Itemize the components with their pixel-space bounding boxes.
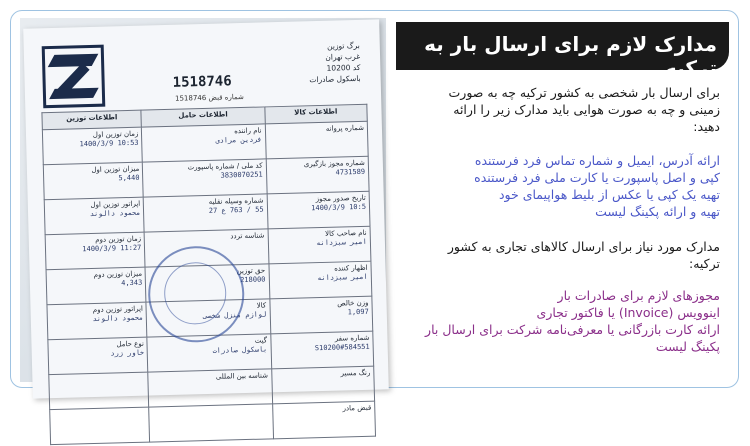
receipt-cell-value: 10:53 1400/3/9 — [79, 138, 139, 149]
receipt-cell — [268, 226, 371, 264]
receipt-cell — [48, 337, 148, 375]
personal-docs-list — [410, 152, 720, 220]
receipt-cell-value — [153, 406, 269, 409]
receipt-cell-value: 218000 — [240, 275, 266, 285]
receipt-cell-label: زمان توزین دوم — [95, 234, 142, 244]
receipt-cell-label: نام راننده — [234, 126, 262, 136]
receipt-cell-label: حق توزین — [236, 266, 266, 276]
title-banner — [396, 22, 729, 80]
receipt-cell-label: اظهار کننده — [334, 263, 368, 273]
receipt-cell-value: 5,440 — [118, 173, 140, 183]
company-line: کد 10200 — [326, 62, 361, 73]
intro-paragraph — [410, 84, 720, 135]
receipt-cell-value: 10:5 1400/3/9 — [311, 202, 367, 213]
list-item: اینوویس (Invoice) یا فاکتور تجاری — [536, 305, 720, 320]
commercial-docs-list — [410, 287, 720, 355]
receipt-cell — [143, 159, 267, 197]
weighing-receipt — [23, 19, 389, 413]
receipt-cell-value — [269, 133, 364, 135]
receipt-cell — [45, 232, 145, 270]
receipt-cell-label: رنگ مسیر — [340, 368, 371, 378]
receipt-cell-value: S10200#584551 — [314, 342, 370, 353]
receipt-cell-value: خاور زرد — [110, 348, 145, 358]
receipt-cell-value: محمود دالوند — [89, 208, 141, 219]
receipt-cell-label: گیت — [254, 336, 268, 345]
receipt-header-cell: اطلاعات حامل — [141, 107, 265, 127]
receipt-cell-label: شماره سفر — [334, 333, 370, 343]
list-item: مجوزهای لازم برای صادرات بار — [557, 288, 720, 303]
company-line: غرب تهران — [325, 51, 361, 62]
receipt-cell — [47, 302, 147, 340]
receipt-cell-value: امیر سبزدانه — [316, 237, 368, 248]
receipt-cell-label: قبض مادر — [342, 403, 372, 413]
list-item: تهیه و ارائه پکینگ لیست — [595, 204, 720, 219]
receipt-cell — [144, 194, 268, 232]
receipt-cell — [267, 191, 370, 229]
receipt-cell-label: میزان توزین دوم — [93, 269, 143, 279]
receipt-cell — [271, 366, 374, 404]
receipt-cell-value: 4731589 — [335, 167, 366, 177]
receipt-sub-number: شماره قبض 1518746 — [174, 92, 244, 103]
receipt-cell — [50, 407, 150, 445]
page-title: مدارک لازم برای ارسال بار به ترکیه — [424, 32, 717, 80]
receipt-cell — [49, 372, 149, 410]
company-info — [250, 40, 361, 87]
receipt-cell-label: نوع حامل — [116, 339, 144, 349]
receipt-cell — [270, 331, 373, 369]
receipt-cell-value — [152, 380, 268, 383]
receipt-cell-label: کالا — [256, 301, 267, 310]
receipt-cell-value: 4,343 — [121, 278, 143, 288]
receipt-cell — [265, 121, 368, 159]
receipt-cell — [149, 404, 273, 442]
list-item: کپی و اصل پاسپورت یا کارت ملی فرد فرستنده — [474, 170, 720, 185]
receipt-cell-value: باسکول صادرات — [212, 345, 268, 355]
receipt-cell-value: 3830070251 — [220, 170, 263, 180]
receipt-cell-value: 1,097 — [347, 307, 369, 317]
receipt-cell-label: تاریخ صدور مجوز — [315, 193, 366, 204]
receipt-cell — [148, 369, 272, 407]
receipt-number: 1518746 — [172, 73, 232, 91]
receipt-cell-value: لوازم منزل شخصی — [203, 310, 267, 321]
receipt-cell-label: کد ملی / شماره پاسپورت — [187, 161, 263, 172]
receipt-header-cell: اطلاعات توزین — [42, 110, 142, 130]
intro-line: دهید: — [693, 119, 720, 134]
company-line: برگ توزین — [326, 40, 360, 51]
receipt-cell-label: اپراتور توزین دوم — [92, 304, 144, 314]
list-item: ارائه کارت بازرگانی یا معرفی‌نامه شرکت برای ارسال بار — [425, 322, 720, 337]
receipt-cell-value — [52, 375, 144, 377]
receipt-cell-value: 11:27 1400/3/9 — [82, 243, 142, 254]
receipt-cell — [269, 261, 372, 299]
list-item: ارائه آدرس، ایمیل و شماره تماس فرد فرستنده — [474, 153, 720, 168]
receipt-cell-label: شناسه تردد — [230, 231, 265, 241]
receipt-cell-label: شناسه بین المللی — [215, 371, 269, 381]
receipt-cell — [142, 124, 266, 162]
receipt-cell — [266, 156, 369, 194]
receipt-cell-label: شماره وسیله نقلیه — [208, 196, 264, 206]
receipt-cell-value: محمود دالوند — [92, 313, 144, 324]
list-item: تهیه یک کپی یا عکس از بلیط هواپیمای خود — [498, 187, 720, 202]
receipt-cell-label: نام صاحب کالا — [324, 228, 367, 238]
intro-line: برای ارسال بار شخصی به کشور ترکیه چه به صورت — [448, 85, 720, 100]
receipt-cell-label: زمان توزین اول — [92, 129, 139, 139]
intro-line: زمینی و چه به صورت هوایی باید مدارک زیر را ارائه — [453, 102, 720, 117]
receipt-cell-value — [148, 240, 264, 243]
list-item: پکینگ لیست — [655, 339, 720, 354]
receipt-photo — [20, 18, 386, 413]
receipt-cell — [44, 197, 144, 235]
company-logo — [42, 45, 106, 109]
receipt-cell-value — [53, 410, 145, 412]
receipt-cell — [46, 267, 146, 305]
receipt-cell-value — [276, 413, 371, 415]
receipt-cell — [43, 162, 143, 200]
receipt-cell-label: شماره مجوز بازگیری — [303, 158, 365, 169]
receipt-cell-value — [275, 378, 370, 380]
receipt-row — [50, 401, 376, 444]
receipt-cell-label: میزان توزین اول — [91, 164, 140, 174]
receipt-cell-label: شماره پروانه — [325, 123, 365, 133]
receipt-header-cell: اطلاعات کالا — [264, 104, 367, 124]
commercial-intro — [410, 238, 720, 272]
commercial-intro-line: ترکیه: — [688, 256, 720, 271]
receipt-cell-label: اپراتور توزین اول — [90, 199, 141, 210]
receipt-cell-value: فردین مرادی — [215, 135, 262, 145]
receipt-cell-label: وزن خالص — [337, 298, 369, 308]
commercial-intro-line: مدارک مورد نیاز برای ارسال کالاهای تجاری به کشور — [447, 239, 720, 254]
receipt-cell-value: امیر سبزدانه — [317, 272, 368, 283]
receipt-cell — [42, 127, 142, 165]
company-line: باسکول صادرات — [309, 73, 361, 85]
receipt-cell-value: 55 / 763 ع 27 — [208, 205, 264, 215]
receipt-cell — [269, 296, 372, 334]
receipt-cell — [272, 401, 375, 439]
